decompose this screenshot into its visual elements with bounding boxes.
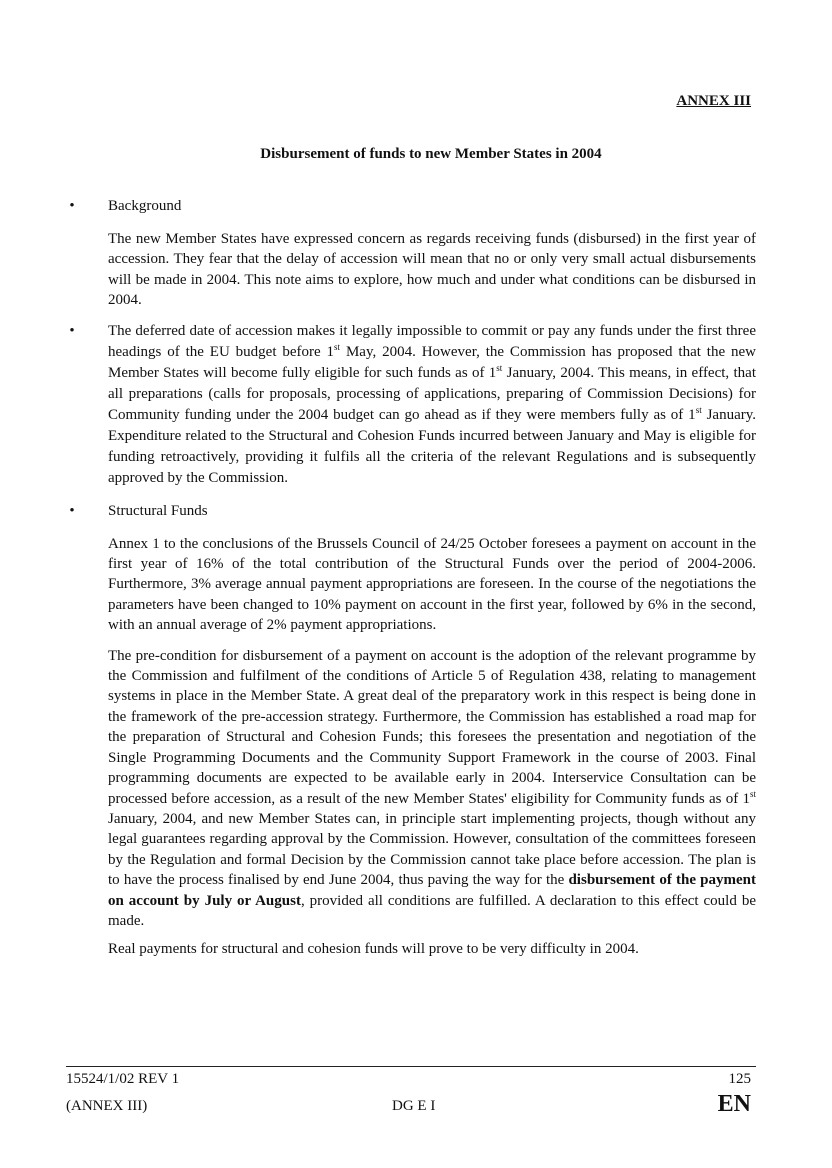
structural-paragraph-3: Real payments for structural and cohesion funds will prove to be very difficulty in 2004. <box>108 941 639 958</box>
bullet-icon: • <box>69 502 75 519</box>
ordinal-suffix: st <box>334 341 341 352</box>
text-run: January, 2004, and new Member States can, in principle start implementing projects, though without any legal guarantees regarding approval by the Commission. However, consultation of the committees foreseen by the Regulation and formal Decision by the Commission cannot take place before accession. The plan is to have the process finalised by end June 2004, thus paving the way for the <box>108 810 756 889</box>
section-background-heading <box>66 196 756 217</box>
text-run: , provided all conditions are fulfilled. A declaration to this effect could be made. <box>108 892 756 929</box>
ordinal-suffix: st <box>749 788 756 799</box>
emphasis-text: disbursement of the payment on account by July or August <box>108 872 756 909</box>
footer-dg: DG E I <box>392 1098 436 1114</box>
footer-page-number: 125 <box>728 1071 751 1087</box>
bullet-icon: • <box>69 198 75 214</box>
deferred-accession-paragraph <box>66 321 756 489</box>
footer-annex: (ANNEX III) <box>66 1098 148 1114</box>
text-run: The pre-condition for disbursement of a payment on account is the adoption of the relevant programme by the Commission and fulfilment of the conditions of Article 5 of Regulation 438, relating to management systems in place in the Member State. A great deal of the preparatory work in this respect is being done in the framework of the pre-accession strategy. Furthermore, the Commission has established a road map for the preparation of Structural and Cohesion Funds; this foresees the presentation and negotiation of the Single Programming Documents and the Community Support Framework in the course of 2003. Final programming documents are expected to be available early in 2004. Interservice Consultation can be processed before accession, as a result of the new Member States' eligibility for Community funds as of 1 <box>108 647 756 807</box>
heading-text: Structural Funds <box>108 502 208 519</box>
background-paragraph: The new Member States have expressed concern as regards receiving funds (disbursed) in the first year of accession. They fear that the delay of accession will mean that no or only very small actual disbursements will be made in 2004. This note aims to explore, how much and under what conditions can be disbursed in 2004. <box>108 231 756 309</box>
text-run: January. Expenditure related to the Structural and Cohesion Funds incurred between January and May is eligible for funding retroactively, providing it fulfils all the criteria of the relevant Regulations and is subsequently approved by the Commission. <box>108 406 756 486</box>
text-run: January, 2004. This means, in effect, that all preparations (calls for proposals, processing of applications, preparing of Commission Decisions) for Community funding under the 2004 budget can go ahead as if they were members fully as of 1 <box>108 364 756 423</box>
footer-language: EN <box>717 1091 751 1117</box>
ordinal-suffix: st <box>695 404 702 415</box>
ordinal-suffix: st <box>496 362 503 373</box>
footer-divider <box>66 1066 756 1067</box>
annex-label: ANNEX III <box>676 93 751 109</box>
bullet-icon: • <box>69 322 75 339</box>
heading-text: Background <box>108 198 182 214</box>
section-structural-heading <box>66 501 756 522</box>
document-title: Disbursement of funds to new Member States in 2004 <box>260 146 602 162</box>
document-body <box>66 196 756 973</box>
structural-paragraph-2 <box>108 646 756 932</box>
text-run: May, 2004. However, the Commission has proposed that the new Member States will become fully eligible for such funds as of 1 <box>108 343 756 381</box>
text-run: The deferred date of accession makes it legally impossible to commit or pay any funds under the first three headings of the EU budget before 1 <box>108 322 756 360</box>
structural-paragraph-1: Annex 1 to the conclusions of the Brussels Council of 24/25 October foresees a payment on account in the first year of 16% of the total contribution of the Structural Funds over the period of 2004-2006. Furthermore, 3% average annual payment appropriations are foreseen. In the course of the negotiations the parameters have been changed to 10% payment on account in the first year, followed by 6% in the second, with an annual average of 2% payment appropriations. <box>108 535 756 634</box>
footer-doc-ref: 15524/1/02 REV 1 <box>66 1071 180 1087</box>
